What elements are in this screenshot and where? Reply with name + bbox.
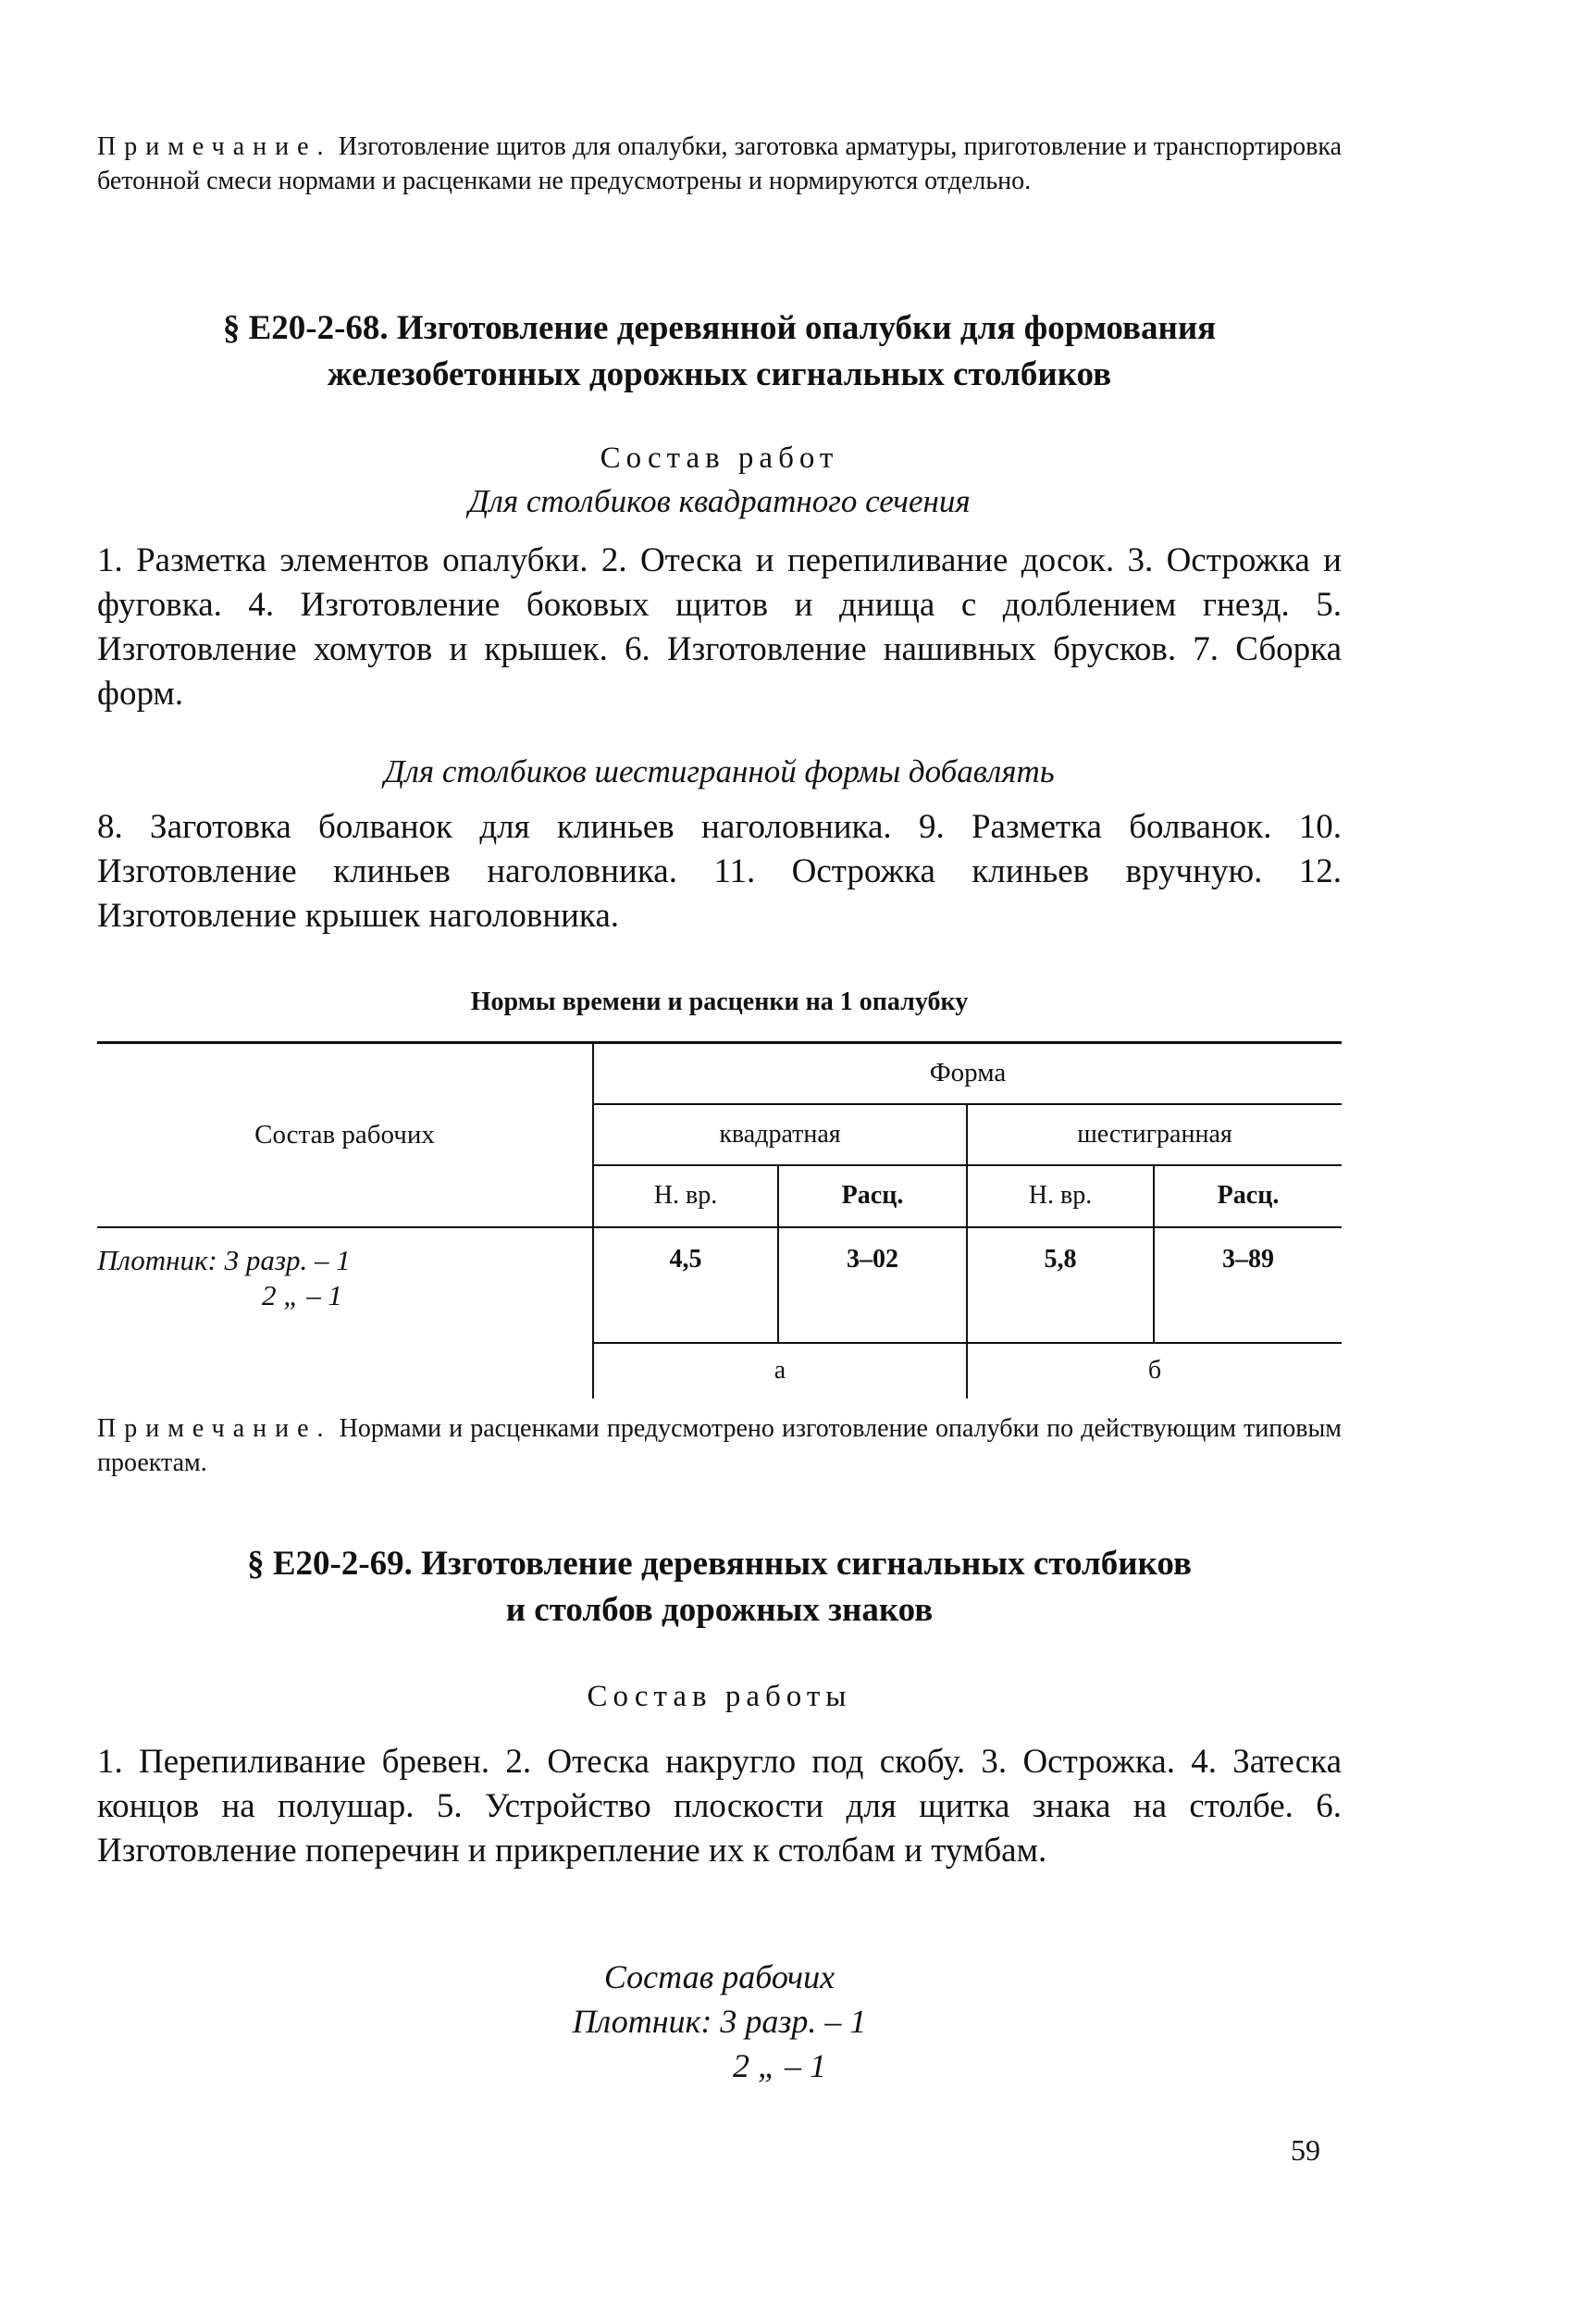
section-69-title-line1: § Е20-2-69. Изготовление деревянных сигнальных столбиков <box>247 1545 1192 1583</box>
section-68-title <box>97 305 1342 398</box>
page-number: 59 <box>1291 2133 1320 2167</box>
worker-line2: 2 „ – 1 <box>262 1278 342 1311</box>
hex-heading: Для столбиков шестигранной формы добавлять <box>384 753 1055 789</box>
square-rasc-value: 3–02 <box>778 1227 967 1343</box>
crew-line2: 2 „ – 1 <box>732 2047 827 2084</box>
crew-heading: Состав рабочих <box>603 1958 836 1995</box>
note-top <box>97 130 1342 198</box>
header-hex-nvr: Н. вр. <box>967 1165 1154 1227</box>
note-label: Примечание. <box>97 132 332 161</box>
square-nvr-value: 4,5 <box>593 1227 778 1343</box>
hex-nvr-value: 5,8 <box>967 1227 1154 1343</box>
crew-line1: Плотник: 3 разр. – 1 <box>572 2003 867 2040</box>
note-68-label: Примечание. <box>97 1414 332 1443</box>
section-69-text: 1. Перепиливание бревен. 2. Отеска накругло под скобу. 3. Острожка. 4. Затеска концов на полушар. 5. Устройство плоскости для щитка знака на столбе. 6. Изготовление поперечин и прикрепление их к столбам и тумбам. <box>97 1743 1342 1870</box>
section-68-title-line2: железобетонных дорожных сигнальных столбиков <box>327 355 1112 393</box>
section-69-composition-heading: Состав работы <box>587 1680 852 1713</box>
note-68-text: Нормами и расценками предусмотрено изготовление опалубки по действующим типовым проектам. <box>97 1414 1343 1477</box>
header-hex-rasc: Расц. <box>1154 1165 1342 1227</box>
section-69-title-line2: и столбов дорожных знаков <box>505 1591 934 1629</box>
hex-text: 8. Заготовка болванок для клиньев наголовника. 9. Разметка болванок. 10. Изготовление клиньев наголовника. 11. Острожка клиньев вручную. 12. Изготовление крышек наголовника. <box>97 808 1342 935</box>
index-empty <box>97 1343 593 1398</box>
index-b: б <box>967 1343 1342 1398</box>
square-heading: Для столбиков квадратного сечения <box>468 483 971 519</box>
note-section-68 <box>97 1411 1342 1480</box>
header-hex: шестигранная <box>967 1104 1342 1165</box>
header-workers: Состав рабочих <box>97 1043 593 1227</box>
norms-table <box>97 1041 1342 1398</box>
worker-line1: Плотник: 3 разр. – 1 <box>97 1243 351 1276</box>
note-text: Изготовление щитов для опалубки, заготовка арматуры, приготовление и транспортировка бетонной смеси нормами и расценками не предусмотрены и нормируются отдельно. <box>97 132 1343 195</box>
section-69-title <box>97 1541 1342 1634</box>
composition-heading: Состав работ <box>600 441 839 475</box>
index-a: а <box>593 1343 967 1398</box>
header-square-nvr: Н. вр. <box>593 1165 778 1227</box>
header-square: квадратная <box>593 1104 967 1165</box>
hex-rasc-value: 3–89 <box>1154 1227 1342 1343</box>
table-caption: Нормы времени и расценки на 1 опалубку <box>470 988 969 1016</box>
square-text: 1. Разметка элементов опалубки. 2. Отеска и перепиливание досок. 3. Острожка и фуговка. 4. Изготовление боковых щитов и днища с долблением гнезд. 5. Изготовление хомутов и крышек. 6. Изготовление нашивных брусков. 7. Сборка форм. <box>97 541 1342 713</box>
section-68-title-line1: § Е20-2-68. Изготовление деревянной опалубки для формования <box>222 309 1217 347</box>
workers-cell <box>97 1227 593 1343</box>
header-square-rasc: Расц. <box>778 1165 967 1227</box>
header-form: Форма <box>593 1043 1342 1104</box>
